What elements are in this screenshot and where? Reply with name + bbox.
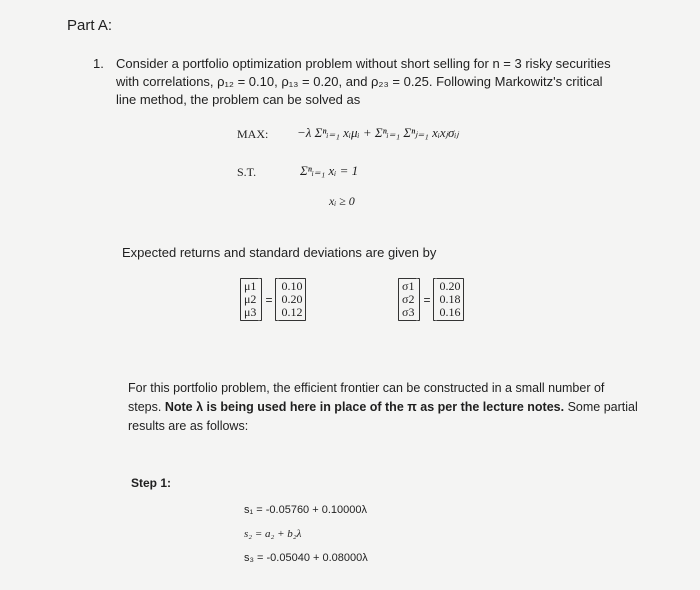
mu-values bbox=[278, 278, 306, 321]
st-label: S.T. bbox=[237, 165, 257, 179]
mu-equals: = bbox=[265, 292, 273, 307]
step1-s3: s₃ = -0.05040 + 0.08000λ bbox=[244, 552, 368, 564]
objective-function: −λ Σⁿᵢ₌₁ xᵢμᵢ + Σⁿᵢ₌₁ Σⁿⱼ₌₁ xᵢxⱼσᵢⱼ bbox=[297, 125, 459, 140]
sigma1-symbol: σ1 bbox=[402, 279, 415, 293]
step1-s1: s₁ = -0.05760 + 0.10000λ bbox=[244, 504, 367, 516]
mu3-symbol: μ3 bbox=[244, 305, 257, 319]
sigma1-value: 0.20 bbox=[439, 279, 461, 293]
sigma-vector bbox=[398, 278, 464, 321]
sigma-values bbox=[436, 278, 464, 321]
max-label: MAX: bbox=[237, 127, 269, 141]
mu3-value: 0.12 bbox=[281, 305, 303, 319]
mu-symbols bbox=[240, 278, 259, 321]
constraint-sum: Σⁿᵢ₌₁ xᵢ = 1 bbox=[300, 163, 359, 178]
frontier-line-2-tail: Some partial bbox=[564, 400, 638, 414]
step1-s2: s₂ = a₂ + b₂λ bbox=[244, 528, 302, 540]
problem-number: 1. bbox=[93, 56, 104, 71]
sigma-symbols bbox=[398, 278, 417, 321]
frontier-line-2 bbox=[128, 398, 638, 416]
mu1-symbol: μ1 bbox=[244, 279, 257, 293]
mu1-value: 0.10 bbox=[281, 279, 303, 293]
mu-vector bbox=[240, 278, 306, 321]
problem-line-2: with correlations, ρ₁₂ = 0.10, ρ₁₃ = 0.20, and ρ₂₃ = 0.25. Following Markowitz's critical bbox=[116, 74, 603, 89]
sigma-equals: = bbox=[423, 292, 431, 307]
mu2-symbol: μ2 bbox=[244, 292, 257, 306]
constraint-nonneg: xᵢ ≥ 0 bbox=[329, 194, 355, 208]
sigma2-value: 0.18 bbox=[439, 292, 461, 306]
frontier-line-2-plain: steps. bbox=[128, 400, 165, 414]
problem-line-3: line method, the problem can be solved as bbox=[116, 92, 361, 107]
frontier-line-3: results are as follows: bbox=[128, 419, 249, 433]
sigma2-symbol: σ2 bbox=[402, 292, 415, 306]
sigma3-symbol: σ3 bbox=[402, 305, 415, 319]
mu2-value: 0.20 bbox=[281, 292, 303, 306]
part-title: Part A: bbox=[67, 17, 113, 34]
step1-label: Step 1: bbox=[131, 476, 172, 490]
frontier-note: Note λ is being used here in place of the π as per the lecture notes. bbox=[164, 400, 565, 414]
sigma3-value: 0.16 bbox=[439, 305, 461, 319]
frontier-line-1: For this portfolio problem, the efficient frontier can be constructed in a small number of bbox=[128, 381, 605, 395]
expected-returns-text: Expected returns and standard deviations are given by bbox=[122, 245, 437, 260]
problem-line-1: Consider a portfolio optimization problem without short selling for n = 3 risky securities bbox=[116, 56, 611, 71]
